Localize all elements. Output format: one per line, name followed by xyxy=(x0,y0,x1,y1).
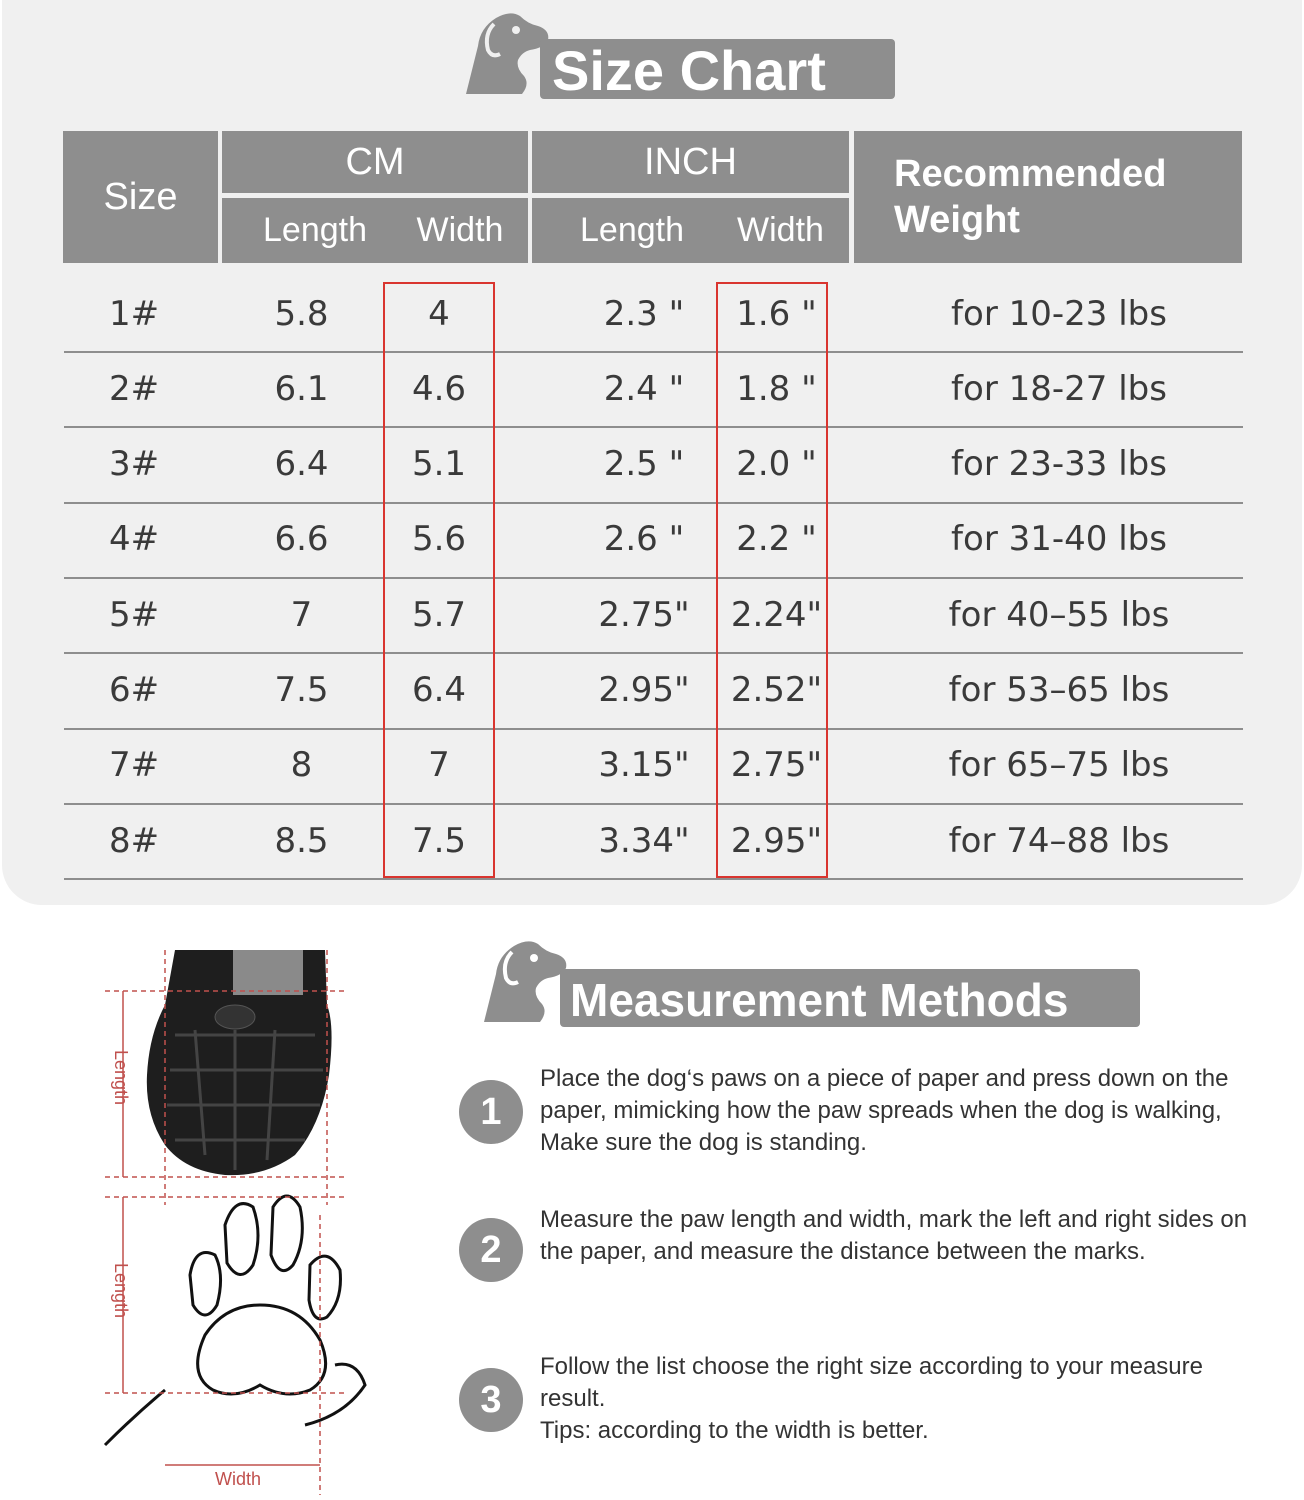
dog-logo-icon-2 xyxy=(476,934,571,1029)
cell-cm-w: 7.5 xyxy=(411,820,467,861)
cell-size: 5# xyxy=(108,594,160,635)
cm-width-highlight xyxy=(383,282,495,878)
paw-width-label: Width xyxy=(215,1469,262,1489)
paw-print-illustration xyxy=(105,1196,365,1445)
cell-weight: for 40–55 lbs xyxy=(948,594,1170,635)
cell-size: 7# xyxy=(108,745,160,786)
step-3-tip-label: Tips xyxy=(540,1417,585,1444)
dog-logo-icon xyxy=(458,6,553,101)
table-row xyxy=(64,653,1243,730)
cell-in-w: 2.95" xyxy=(730,820,823,861)
inch-width-highlight xyxy=(716,282,828,878)
table-row xyxy=(64,803,1243,880)
header-weight-line1: Recommended xyxy=(894,153,1167,195)
step-3-main: Follow the list choose the right size according to your measure result. xyxy=(540,1353,1203,1412)
cell-cm-len: 6.6 xyxy=(274,519,329,560)
cell-cm-len: 6.1 xyxy=(274,368,329,409)
cell-cm-w: 5.7 xyxy=(411,594,467,635)
table-row xyxy=(64,728,1243,805)
step-1-text: Place the dog‘s paws on a piece of paper and press down on the paper, mimicking how the paw spreads when the dog is walking, Make sure the dog is standing. xyxy=(540,1065,1229,1156)
cell-weight: for 53–65 lbs xyxy=(948,670,1170,710)
cell-cm-len: 6.4 xyxy=(274,444,329,485)
cell-in-len: 2.75" xyxy=(598,594,690,635)
cell-in-w: 1.6 " xyxy=(736,293,817,334)
cell-in-w: 1.8 " xyxy=(736,368,817,409)
cell-in-len: 2.3 " xyxy=(603,293,685,334)
cell-cm-w: 4.6 xyxy=(411,368,467,409)
cell-size: 8# xyxy=(108,820,160,861)
header-size: Size xyxy=(63,131,218,263)
cell-size: 2# xyxy=(108,368,160,409)
cell-cm-w: 5.6 xyxy=(411,519,467,560)
cell-size: 3# xyxy=(108,444,160,485)
step-1-number: 1 xyxy=(459,1080,523,1144)
cell-in-len: 2.4 " xyxy=(603,368,685,409)
table-row xyxy=(64,427,1243,504)
paw-length-label: Length xyxy=(111,1263,131,1319)
header-weight-line2: Weight xyxy=(894,199,1020,241)
shoe-sole-illustration xyxy=(147,950,332,1175)
cell-cm-len: 5.8 xyxy=(274,293,329,334)
cell-in-len: 3.15" xyxy=(598,745,690,786)
cell-cm-len: 8 xyxy=(290,745,313,786)
cell-weight: for 74–88 lbs xyxy=(948,820,1170,861)
cell-in-w: 2.2 " xyxy=(736,519,817,560)
cell-cm-len: 7.5 xyxy=(274,670,329,710)
cell-cm-len: 8.5 xyxy=(274,820,329,861)
table-row xyxy=(64,502,1243,579)
cell-weight: for 31-40 lbs xyxy=(951,519,1167,560)
cell-in-w: 2.75" xyxy=(730,745,823,786)
cell-in-w: 2.0 " xyxy=(736,444,817,485)
table-row xyxy=(64,276,1243,353)
step-2-number: 2 xyxy=(459,1218,523,1282)
step-3-tip-text: : according to the width is better. xyxy=(584,1417,929,1444)
step-3-text xyxy=(540,1351,1260,1447)
header-cm-width: Width xyxy=(392,198,528,263)
table-row xyxy=(64,577,1243,654)
cell-size: 4# xyxy=(108,519,160,560)
cell-weight: for 18-27 lbs xyxy=(951,368,1167,409)
paw-measurement-diagram xyxy=(95,945,385,1500)
cell-cm-w: 7 xyxy=(428,745,450,786)
cell-in-len: 2.6 " xyxy=(603,519,685,560)
header-weight xyxy=(854,131,1242,263)
cell-cm-w: 5.1 xyxy=(411,444,467,485)
table-row xyxy=(64,351,1243,428)
cell-weight: for 65–75 lbs xyxy=(948,745,1170,786)
cell-in-w: 2.52" xyxy=(730,670,823,710)
cell-size: 6# xyxy=(108,670,160,710)
step-2-text: Measure the paw length and width, mark the left and right sides on the paper, and measure the distance between the marks. xyxy=(540,1206,1248,1265)
cell-weight: for 10-23 lbs xyxy=(951,293,1167,334)
cell-in-len: 2.95" xyxy=(598,670,690,710)
cell-cm-w: 6.4 xyxy=(411,670,467,710)
measurement-methods-title: Measurement Methods xyxy=(560,969,1140,1027)
cell-cm-w: 4 xyxy=(428,293,450,334)
cell-weight: for 23-33 lbs xyxy=(951,444,1167,485)
header-cm: CM xyxy=(222,131,528,193)
cell-cm-len: 7 xyxy=(290,594,313,635)
cell-in-w: 2.24" xyxy=(730,594,823,635)
header-inch: INCH xyxy=(532,131,849,193)
cell-in-len: 2.5 " xyxy=(603,444,685,485)
shoe-length-label: Length xyxy=(111,1050,131,1106)
header-inch-width: Width xyxy=(712,198,849,263)
size-chart-title: Size Chart xyxy=(540,39,895,99)
header-cm-length: Length xyxy=(222,198,392,263)
step-3-number: 3 xyxy=(459,1368,523,1432)
cell-in-len: 3.34" xyxy=(598,820,690,861)
cell-size: 1# xyxy=(108,293,160,334)
header-inch-length: Length xyxy=(532,198,712,263)
